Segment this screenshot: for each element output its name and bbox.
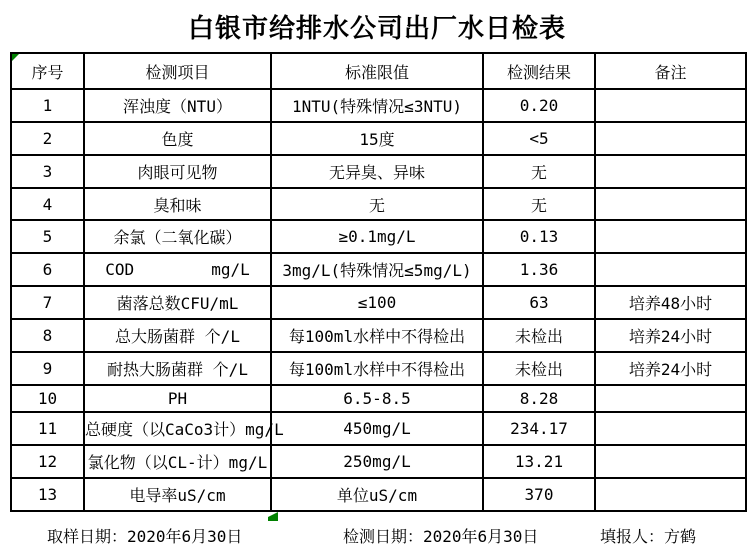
cell-result: 8.28: [483, 385, 595, 413]
cell-serial: 12: [11, 445, 84, 478]
cell-limit: 3mg/L(特殊情况≤5mg/L): [271, 253, 483, 286]
table-row: [11, 385, 746, 413]
cell-serial: 6: [11, 253, 84, 286]
cell-result: 无: [483, 155, 595, 188]
table-row: [11, 220, 746, 253]
cell-limit: 250mg/L: [271, 445, 483, 478]
cell-serial: 9: [11, 352, 84, 385]
cell-serial: 5: [11, 220, 84, 253]
cell-item: COD mg/L: [84, 253, 271, 286]
cell-limit: 15度: [271, 122, 483, 155]
cell-item: 总大肠菌群 个/L: [84, 319, 271, 352]
cell-serial: 3: [11, 155, 84, 188]
cell-serial: 11: [11, 412, 84, 445]
cell-note: [595, 445, 746, 478]
table-row: [11, 155, 746, 188]
table-row: [11, 89, 746, 122]
header-serial: 序号: [11, 53, 84, 89]
cell-limit: 无异臭、异味: [271, 155, 483, 188]
cell-note: 培养48小时: [595, 286, 746, 319]
cell-limit: 每100ml水样中不得检出: [271, 352, 483, 385]
cell-result: 1.36: [483, 253, 595, 286]
header-item: 检测项目: [84, 53, 271, 89]
table-row: [11, 188, 746, 221]
cell-serial: 2: [11, 122, 84, 155]
cell-note: [595, 385, 746, 413]
cell-result: <5: [483, 122, 595, 155]
reporter: 填报人：方鹤: [600, 527, 697, 546]
cell-note: [595, 188, 746, 221]
cell-note: [595, 155, 746, 188]
cell-item: 色度: [84, 122, 271, 155]
excel-bottom-marker-icon: [268, 512, 278, 521]
cell-serial: 7: [11, 286, 84, 319]
cell-result: 未检出: [483, 319, 595, 352]
excel-corner-marker-icon: [12, 54, 19, 61]
cell-limit: 450mg/L: [271, 412, 483, 445]
cell-result: 0.20: [483, 89, 595, 122]
cell-serial: 13: [11, 478, 84, 511]
cell-limit: 每100ml水样中不得检出: [271, 319, 483, 352]
cell-limit: 无: [271, 188, 483, 221]
table-row: [11, 412, 746, 445]
cell-result: 13.21: [483, 445, 595, 478]
table-row: [11, 478, 746, 511]
cell-result: 63: [483, 286, 595, 319]
cell-note: [595, 478, 746, 511]
cell-item: 耐热大肠菌群 个/L: [84, 352, 271, 385]
cell-serial: 10: [11, 385, 84, 413]
test-date: 检测日期：2020年6月30日: [343, 527, 539, 546]
table-row: [11, 286, 746, 319]
cell-item: PH: [84, 385, 271, 413]
cell-serial: 1: [11, 89, 84, 122]
cell-note: [595, 220, 746, 253]
cell-item: 电导率uS/cm: [84, 478, 271, 511]
cell-item: 菌落总数CFU/mL: [84, 286, 271, 319]
cell-note: [595, 89, 746, 122]
table-row: [11, 253, 746, 286]
cell-result: 370: [483, 478, 595, 511]
page-title: 白银市给排水公司出厂水日检表: [187, 14, 566, 44]
cell-limit: ≥0.1mg/L: [271, 220, 483, 253]
cell-result: 无: [483, 188, 595, 221]
cell-item: 余氯（二氧化碳）: [84, 220, 271, 253]
cell-item: 氯化物（以CL-计）mg/L: [84, 445, 271, 478]
cell-note: [595, 122, 746, 155]
sampling-date: 取样日期：2020年6月30日: [47, 527, 243, 546]
cell-item: 浑浊度（NTU）: [84, 89, 271, 122]
header-result: 检测结果: [483, 53, 595, 89]
table-row: [11, 352, 746, 385]
cell-note: 培养24小时: [595, 352, 746, 385]
table-header-row: [11, 53, 746, 89]
footer: [0, 521, 754, 551]
cell-item: 臭和味: [84, 188, 271, 221]
cell-serial: 4: [11, 188, 84, 221]
inspection-table: [10, 52, 745, 512]
header-limit: 标准限值: [271, 53, 483, 89]
cell-item: 总硬度（以CaCo3计）mg/L: [84, 412, 271, 445]
cell-limit: 6.5-8.5: [271, 385, 483, 413]
cell-item: 肉眼可见物: [84, 155, 271, 188]
cell-limit: ≤100: [271, 286, 483, 319]
table-row: [11, 445, 746, 478]
cell-limit: 单位uS/cm: [271, 478, 483, 511]
cell-serial: 8: [11, 319, 84, 352]
table-row: [11, 122, 746, 155]
header-note: 备注: [595, 53, 746, 89]
cell-limit: 1NTU(特殊情况≤3NTU): [271, 89, 483, 122]
inspection-table-grid: [10, 52, 747, 512]
cell-note: [595, 412, 746, 445]
cell-result: 未检出: [483, 352, 595, 385]
cell-note: [595, 253, 746, 286]
cell-note: 培养24小时: [595, 319, 746, 352]
table-row: [11, 319, 746, 352]
cell-result: 234.17: [483, 412, 595, 445]
cell-result: 0.13: [483, 220, 595, 253]
